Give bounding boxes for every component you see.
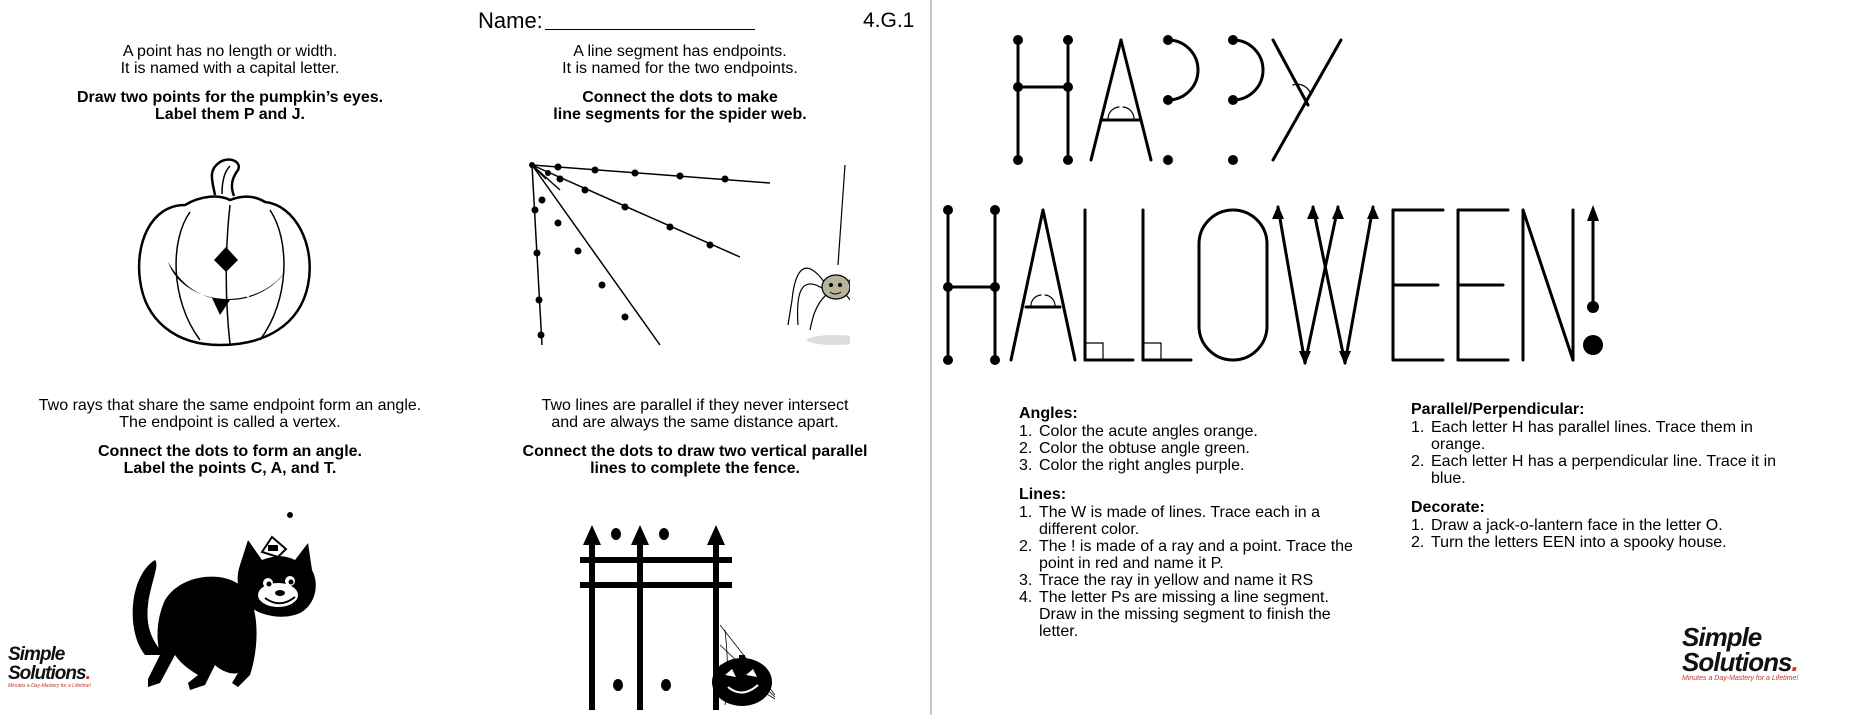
name-label: Name: xyxy=(478,8,543,33)
angles-heading: Angles: xyxy=(1019,405,1078,422)
page-divider xyxy=(930,0,932,715)
lines-list xyxy=(1019,504,1369,640)
list-item: 3. Trace the ray in yellow and name it RS xyxy=(1019,572,1314,589)
list-item: 2. Each letter H has a perpendicular line. Trace it in blue. xyxy=(1411,453,1777,487)
panel-instruction: Connect the dots to draw two vertical parallel lines to complete the fence. xyxy=(522,443,868,477)
list-item: 2. Turn the letters EEN into a spooky house. xyxy=(1411,534,1727,551)
instructions-left xyxy=(1019,405,1369,652)
panel-segment-text xyxy=(490,43,870,123)
panel-description: A point has no length or width. It is named with a capital letter. xyxy=(120,43,340,77)
list-item: 2. The ! is made of a ray and a point. Trace the point in red and name it P. xyxy=(1019,538,1353,572)
panel-instruction: Connect the dots to form an angle. Label the points C, A, and T. xyxy=(97,443,362,477)
list-item: 2. Color the obtuse angle green. xyxy=(1019,440,1250,457)
halloween-text: HALLOWEEN! xyxy=(933,195,940,196)
parallel-heading: Parallel/Perpendicular: xyxy=(1411,401,1585,418)
name-field xyxy=(478,8,755,34)
simple-solutions-logo: Simple Solutions. Minutes a Day-Mastery for a Lifetime! xyxy=(1682,622,1799,682)
panel-instruction: Connect the dots to make line segments for the spider web. xyxy=(553,89,807,123)
happy-banner xyxy=(1003,25,1513,170)
panel-description: Two rays that share the same endpoint form an angle. The endpoint is called a vertex. xyxy=(38,397,422,431)
list-item: 1. Each letter H has parallel lines. Trace them in orange. xyxy=(1411,419,1753,453)
panel-parallel-text xyxy=(480,397,910,477)
simple-solutions-logo: Simple Solutions. Minutes a Day-Mastery for a Lifetime! xyxy=(8,644,92,689)
halloween-page xyxy=(933,0,1850,715)
lines-heading: Lines: xyxy=(1019,486,1067,503)
instructions-right xyxy=(1411,401,1791,563)
panel-description: A line segment has endpoints. It is named for the two endpoints. xyxy=(562,43,798,77)
halloween-banner xyxy=(933,195,1850,375)
panel-angle-text xyxy=(10,397,450,477)
pumpkin-illustration xyxy=(130,150,330,355)
panel-description: Two lines are parallel if they never intersect and are always the same distance apart. xyxy=(541,397,849,431)
list-item: 3. Color the right angles purple. xyxy=(1019,457,1245,474)
logo-line-2: Solutions. xyxy=(8,663,90,684)
parallel-list xyxy=(1411,419,1791,487)
panel-instruction: Draw two points for the pumpkin’s eyes. Label them P and J. xyxy=(76,89,384,123)
fence-exercise xyxy=(580,515,780,710)
decorate-list xyxy=(1411,517,1791,551)
logo-line-2: Solutions. xyxy=(1682,647,1798,677)
panel-point-text xyxy=(30,43,430,123)
happy-text: HAPPY xyxy=(1003,25,1007,26)
list-item: 1. Color the acute angles orange. xyxy=(1019,423,1258,440)
list-item: 1. The W is made of lines. Trace each in a different color. xyxy=(1019,504,1321,538)
list-item: 4. The letter Ps are missing a line segment. Draw in the missing segment to finish the letter. xyxy=(1019,589,1331,640)
black-cat-illustration xyxy=(120,505,330,700)
standard-code: 4.G.1 xyxy=(863,9,915,32)
angles-list xyxy=(1019,423,1369,474)
name-blank[interactable] xyxy=(545,9,755,30)
spider-web-exercise xyxy=(520,155,850,360)
list-item: 1. Draw a jack-o-lantern face in the letter O. xyxy=(1411,517,1723,534)
decorate-heading: Decorate: xyxy=(1411,499,1485,516)
